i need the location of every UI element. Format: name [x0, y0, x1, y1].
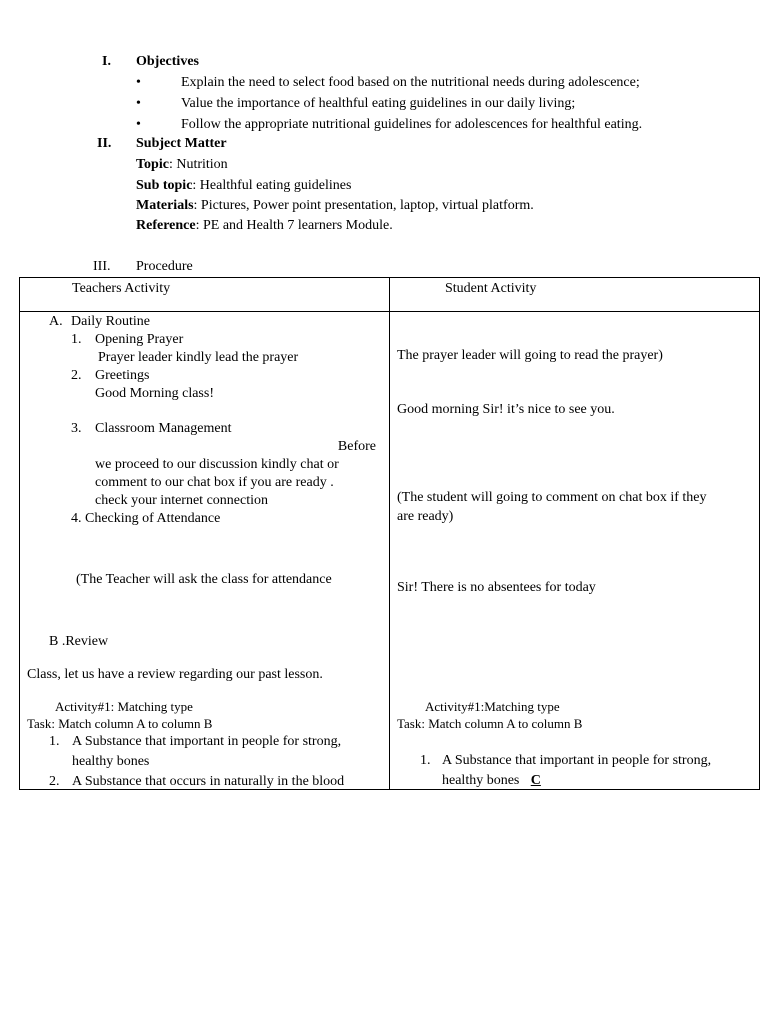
- student-q1-line2: [442, 772, 541, 789]
- objective-2: Value the importance of healthful eating guidelines in our daily living;: [181, 96, 576, 111]
- student-q1-num: 1.: [420, 753, 431, 768]
- cm-line-4: check your internet connection: [95, 493, 268, 508]
- student-comment-line2: are ready): [397, 509, 454, 524]
- objectives-heading: Objectives: [136, 54, 199, 69]
- section-3-numeral: III.: [93, 259, 111, 274]
- procedure-table: [19, 277, 760, 790]
- item-3-num: 3.: [71, 421, 82, 436]
- materials-line: [136, 197, 534, 214]
- cm-line-3: comment to our chat box if you are ready .: [95, 475, 334, 490]
- student-header-cell: [390, 278, 760, 312]
- teacher-q2-line1: A Substance that occurs in naturally in the blood: [72, 774, 345, 789]
- table-header-row: [20, 278, 760, 312]
- daily-routine-label: A.: [49, 314, 63, 329]
- student-q1-line2-text: healthy bones: [442, 773, 520, 788]
- reference-value: : PE and Health 7 learners Module.: [195, 218, 393, 233]
- greetings-title: Greetings: [95, 368, 150, 383]
- materials-label: Materials: [136, 198, 194, 213]
- classroom-management-title: Classroom Management: [95, 421, 232, 436]
- attendance-note: (The Teacher will ask the class for attendance: [76, 572, 332, 587]
- teacher-header-cell: [20, 278, 390, 312]
- topic-label: Topic: [136, 157, 169, 172]
- reference-line: [136, 217, 393, 234]
- materials-value: : Pictures, Power point presentation, laptop, virtual platform.: [193, 198, 534, 213]
- item-2-num: 2.: [71, 368, 82, 383]
- subtopic-value: : Healthful eating guidelines: [192, 178, 352, 193]
- objective-1: Explain the need to select food based on the nutritional needs during adolescence;: [181, 75, 640, 90]
- student-q1-line1: A Substance that important in people for strong,: [442, 753, 712, 768]
- topic-line: [136, 156, 228, 173]
- procedure-heading: Procedure: [136, 259, 193, 274]
- teachers-activity-header: Teachers Activity: [72, 281, 171, 296]
- objective-3: Follow the appropriate nutritional guidelines for adolescences for healthful eating.: [181, 117, 643, 132]
- teacher-q1-line2: healthy bones: [72, 754, 150, 769]
- checking-attendance: 4. Checking of Attendance: [71, 511, 221, 526]
- student-absentees: Sir! There is no absentees for today: [397, 580, 596, 595]
- student-activity-header: Student Activity: [445, 281, 537, 296]
- topic-value: : Nutrition: [168, 157, 228, 172]
- item-1-num: 1.: [71, 332, 82, 347]
- teacher-task: Task: Match column A to column B: [27, 716, 213, 731]
- teacher-q1-line1: A Substance that important in people for strong,: [72, 734, 342, 749]
- reference-label: Reference: [136, 218, 196, 233]
- student-activity-label: Activity#1:Matching type: [425, 699, 560, 714]
- subtopic-label: Sub topic: [136, 178, 193, 193]
- bullet-icon: •: [136, 75, 141, 90]
- cm-line-1: Before: [337, 439, 376, 454]
- greeting-text: Good Morning class!: [95, 386, 214, 401]
- teacher-activity-label: Activity#1: Matching type: [55, 699, 193, 714]
- review-text: Class, let us have a review regarding our past lesson.: [27, 667, 323, 682]
- student-prayer: The prayer leader will going to read the prayer): [397, 348, 663, 363]
- review-title: B .Review: [49, 634, 109, 649]
- bullet-icon: •: [136, 96, 141, 111]
- prayer-instruction: Prayer leader kindly lead the prayer: [98, 350, 299, 365]
- teacher-cell: [20, 312, 390, 790]
- daily-routine-title: Daily Routine: [71, 314, 150, 329]
- student-task: Task: Match column A to column B: [397, 716, 583, 731]
- teacher-q2-num: 2.: [49, 774, 60, 789]
- student-q1-answer: C: [530, 773, 541, 788]
- bullet-icon: •: [136, 117, 141, 132]
- student-comment-line1: (The student will going to comment on chat box if they: [397, 490, 707, 505]
- section-2-numeral: II.: [97, 136, 112, 151]
- subject-matter-heading: Subject Matter: [136, 136, 227, 151]
- subtopic-line: [136, 177, 351, 194]
- student-greeting: Good morning Sir! it’s nice to see you.: [397, 402, 615, 417]
- cm-line-2: we proceed to our discussion kindly chat or: [95, 457, 339, 472]
- teacher-q1-num: 1.: [49, 734, 60, 749]
- opening-prayer: Opening Prayer: [95, 332, 184, 347]
- table-body-row: [20, 312, 760, 790]
- student-cell: [390, 312, 760, 790]
- section-1-numeral: I.: [102, 54, 111, 69]
